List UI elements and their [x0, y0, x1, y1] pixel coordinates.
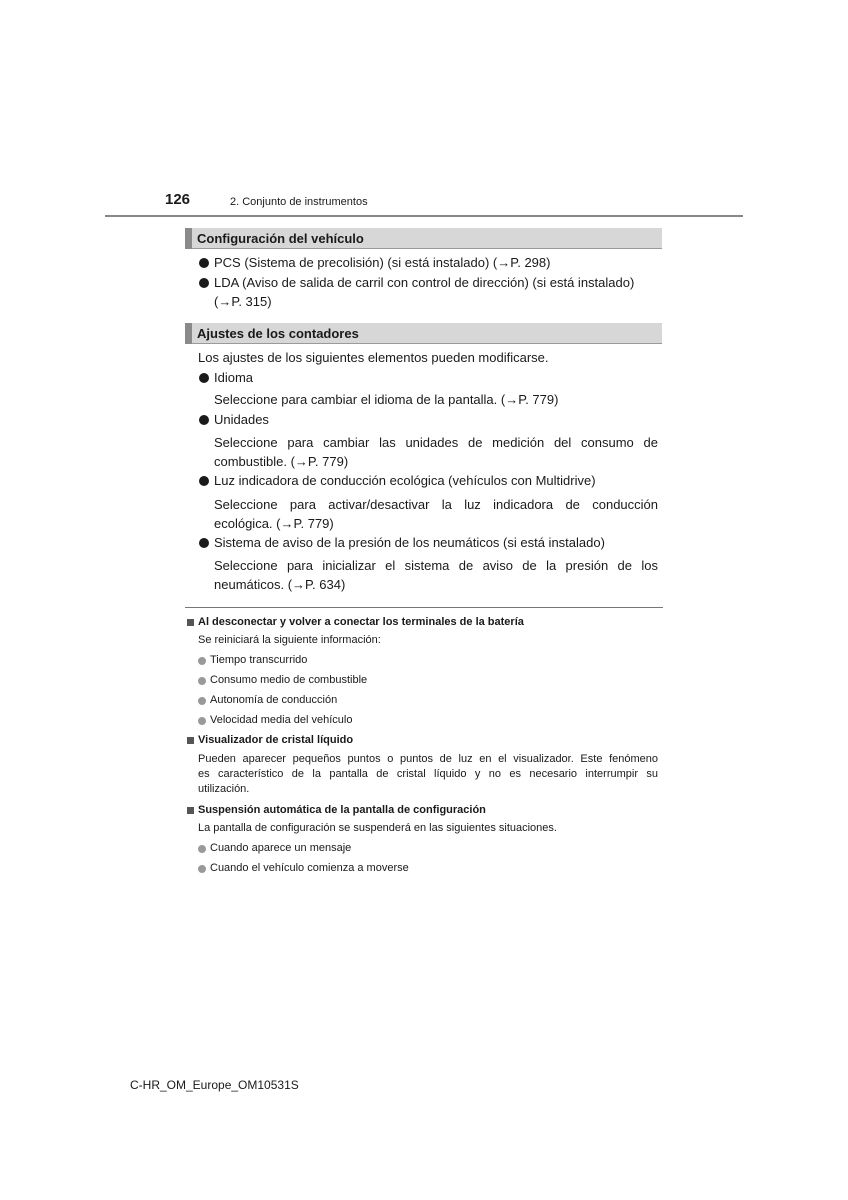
list-item-desc: combustible. (→P. 779) [214, 454, 349, 469]
list-item-desc: ecológica. (→P. 779) [214, 516, 334, 531]
note-bullet-icon [198, 657, 206, 665]
note-bullet-icon [198, 717, 206, 725]
list-item-label: Sistema de aviso de la presión de los neumáticos (si está instalado) [214, 535, 605, 550]
note-square-icon [187, 619, 194, 626]
bullet-icon [199, 415, 209, 425]
list-item-desc: Seleccione para cambiar las unidades de medición del consumo de [214, 435, 658, 450]
note-bullet: Velocidad media del vehículo [210, 714, 353, 726]
note-title: Al desconectar y volver a conectar los terminales de la batería [198, 616, 524, 628]
section-heading-title: Configuración del vehículo [197, 231, 364, 246]
bullet-icon [199, 373, 209, 383]
note-bullet: Consumo medio de combustible [210, 674, 368, 686]
section-intro: Los ajustes de los siguientes elementos pueden modificarse. [198, 350, 549, 365]
list-item-label: Idioma [214, 370, 254, 385]
note-bullet: Autonomía de conducción [210, 694, 338, 706]
section-heading-title: Ajustes de los contadores [197, 326, 359, 341]
bullet-icon [199, 258, 209, 268]
note-bullet: Cuando el vehículo comienza a moverse [210, 862, 409, 874]
section-heading-bar [185, 228, 192, 249]
section-heading-vehicle-config [185, 228, 662, 249]
note-bullet-icon [198, 677, 206, 685]
bullet-icon [199, 476, 209, 486]
list-item: PCS (Sistema de precolisión) (si está instalado) (→P. 298) [214, 255, 551, 270]
notes-divider [185, 607, 663, 608]
note-bullet-icon [198, 697, 206, 705]
note-text: Se reiniciará la siguiente información: [198, 634, 381, 646]
note-title: Suspensión automática de la pantalla de configuración [198, 804, 486, 816]
list-item-desc: Seleccione para activar/desactivar la luz indicadora de conducción [214, 497, 658, 512]
list-item-desc: Seleccione para inicializar el sistema de aviso de la presión de los [214, 558, 658, 573]
list-item-desc: Seleccione para cambiar el idioma de la pantalla. (→P. 779) [214, 392, 559, 407]
list-item: LDA (Aviso de salida de carril con control de dirección) (si está instalado) [214, 275, 635, 290]
note-bullet-icon [198, 865, 206, 873]
page-number: 126 [165, 191, 191, 208]
note-bullet-icon [198, 845, 206, 853]
note-square-icon [187, 807, 194, 814]
note-text: utilización. [198, 783, 250, 795]
note-square-icon [187, 737, 194, 744]
note-text: Pueden aparecer pequeños puntos o puntos de luz en el visualizador. Este fenómeno [198, 753, 658, 765]
bullet-icon [199, 278, 209, 288]
note-text: es característico de la pantalla de cristal líquido y no es necesario interrumpir su [198, 768, 658, 780]
bullet-icon [199, 538, 209, 548]
list-item-label: Unidades [214, 412, 269, 427]
section-heading-meter-settings [185, 323, 662, 344]
document-code: C-HR_OM_Europe_OM10531S [130, 1078, 299, 1092]
list-item-desc: neumáticos. (→P. 634) [214, 577, 346, 592]
list-item-continuation: (→P. 315) [214, 294, 272, 309]
note-bullet: Tiempo transcurrido [210, 654, 308, 666]
list-item-label: Luz indicadora de conducción ecológica (vehículos con Multidrive) [214, 473, 596, 488]
note-text: La pantalla de configuración se suspenderá en las siguientes situaciones. [198, 822, 557, 834]
note-bullet: Cuando aparece un mensaje [210, 842, 352, 854]
header-divider [105, 215, 743, 217]
section-heading-bar [185, 323, 192, 344]
chapter-title: 2. Conjunto de instrumentos [230, 196, 368, 208]
note-title: Visualizador de cristal líquido [198, 734, 354, 746]
